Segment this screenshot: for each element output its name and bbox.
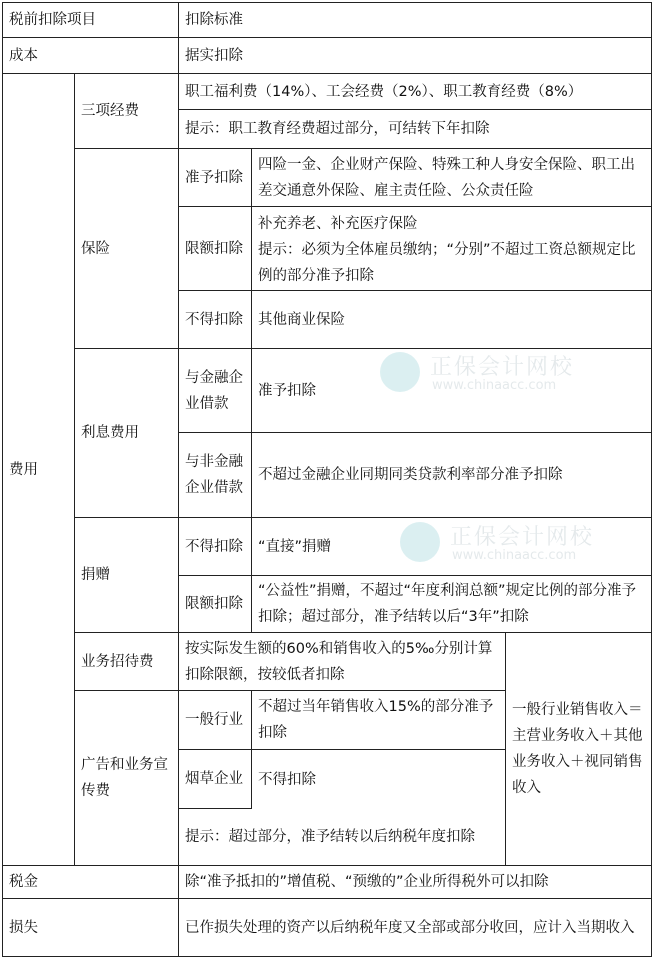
type-label: 不得扣除 (185, 311, 243, 328)
header-standard-column (178, 2, 652, 38)
type-label: 与金融企业借款 (185, 369, 243, 412)
insurance-value (251, 148, 652, 207)
sub-label: 利息费用 (81, 425, 139, 441)
sub-label: 保险 (81, 240, 110, 257)
type-label: 限额扣除 (185, 596, 243, 612)
cell-text: 不超过当年销售收入15%的部分准予扣除 (258, 699, 494, 741)
row-label: 费用 (9, 461, 38, 478)
advertising-label (74, 690, 179, 866)
sub-label: 捐赠 (81, 567, 110, 583)
interest-value (251, 432, 652, 518)
entertainment-label (74, 632, 179, 691)
insurance-value (251, 206, 652, 291)
type-label: 与非金融企业借款 (185, 454, 243, 496)
row-value: 除“准予抵扣的”增值税、“预缴的”企业所得税外可以扣除 (185, 874, 549, 890)
interest-type (178, 432, 252, 518)
row-value: 已作损失处理的资产以后纳税年度又全部或部分收回，应计入当期收入 (185, 919, 635, 936)
interest-value (251, 348, 652, 433)
tax-value (178, 865, 652, 899)
insurance-type (178, 148, 252, 207)
interest-type (178, 348, 252, 433)
cell-text: 按实际发生额的60%和销售收入的5‰分别计算扣除限额，按较低者扣除 (185, 640, 493, 683)
row-label: 税金 (9, 874, 38, 890)
three-funds-tip (178, 109, 652, 149)
cell-text: “直接”捐赠 (258, 538, 332, 555)
header-label: 扣除标准 (185, 12, 243, 28)
advertising-tip (178, 808, 506, 866)
advertising-value (251, 749, 506, 809)
loss-value (178, 898, 652, 957)
row-label: 损失 (9, 919, 38, 936)
advertising-type (178, 690, 252, 750)
type-label: 一般行业 (185, 712, 243, 728)
insurance-type (178, 290, 252, 349)
insurance-value (251, 290, 652, 349)
sales-income-note (505, 632, 652, 866)
sub-label: 广告和业务宣传费 (81, 757, 168, 799)
donation-type (178, 575, 252, 633)
cell-text: 不超过金融企业同期同类贷款利率部分准予扣除 (258, 467, 563, 483)
donation-type (178, 517, 252, 576)
cell-text: 职工福利费（14%）、工会经费（2%）、职工教育经费（8%） (185, 83, 583, 100)
cell-text: “公益性”捐赠，不超过“年度利润总额”规定比例的部分准予扣除；超过部分，准予结转以后“3年”扣除 (258, 583, 637, 625)
sub-label: 三项经费 (81, 103, 139, 119)
insurance-label (74, 148, 179, 349)
three-funds-rates (178, 73, 652, 110)
cell-text: 四险一金、企业财产保险、特殊工种人身安全保险、职工出差交通意外保险、雇主责任险、公众责任险 (258, 156, 635, 199)
cell-tip: 提示：必须为全体雇员缴纳；“分别”不超过工资总额规定比例的部分准予扣除 (258, 242, 636, 284)
donation-value (251, 517, 652, 576)
insurance-type (178, 206, 252, 291)
type-label: 不得扣除 (185, 538, 243, 555)
loss-label (2, 898, 179, 957)
donation-value (251, 575, 652, 633)
cost-value (178, 37, 652, 74)
cell-text: 其他商业保险 (258, 311, 345, 328)
three-funds-label (74, 73, 179, 149)
cell-text: 补充养老、补充医疗保险 (258, 216, 418, 232)
header-label: 税前扣除项目 (9, 12, 96, 28)
cell-text: 一般行业销售收入＝主营业务收入＋其他业务收入＋视同销售收入 (512, 702, 643, 796)
advertising-value (251, 690, 506, 750)
donation-label (74, 517, 179, 633)
row-label: 成本 (9, 47, 38, 64)
cost-label (2, 37, 179, 74)
type-label: 限额扣除 (185, 240, 243, 257)
cell-text: 不得扣除 (258, 771, 316, 788)
entertainment-value (178, 632, 506, 691)
advertising-type (178, 749, 252, 809)
row-value: 据实扣除 (185, 47, 243, 64)
expense-label (2, 73, 75, 866)
cell-text: 提示：职工教育经费超过部分，可结转下年扣除 (185, 121, 490, 137)
type-label: 准予扣除 (185, 169, 243, 186)
tax-label (2, 865, 179, 899)
cell-text: 提示：超过部分，准予结转以后纳税年度扣除 (185, 828, 475, 845)
sub-label: 业务招待费 (81, 653, 154, 670)
cell-text: 准予扣除 (258, 382, 316, 399)
interest-label (74, 348, 179, 518)
header-item-column (2, 2, 179, 38)
type-label: 烟草企业 (185, 771, 243, 787)
